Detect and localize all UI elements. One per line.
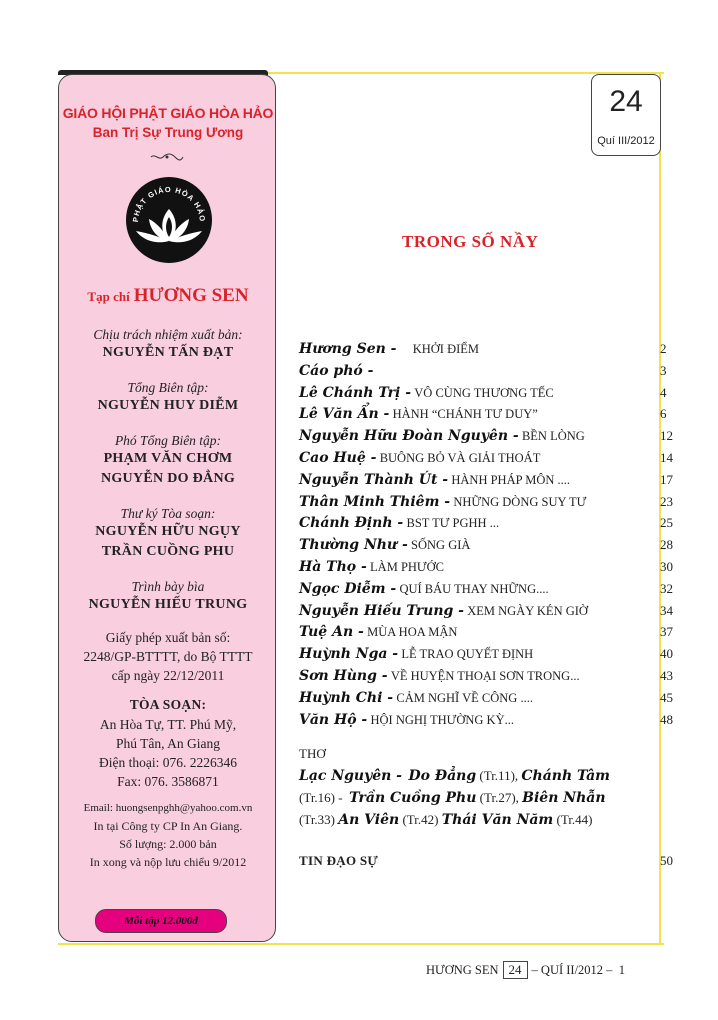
price-badge: Mỗi tập 12.000đ: [95, 909, 227, 933]
toc-article: LỄ TRAO QUYẾT ĐỊNH: [401, 647, 534, 662]
staff-name: PHẠM VĂN CHƠM: [103, 451, 233, 466]
toc-author: Thường Như -: [299, 537, 408, 554]
toc-author: Hà Thọ -: [299, 558, 367, 575]
toc-page: 43: [660, 667, 673, 683]
footer-issue: 24: [503, 961, 528, 979]
toc-row: [299, 646, 681, 668]
toc-row: [299, 363, 681, 385]
frame-bottom-line: [58, 943, 664, 945]
toc-article: BST TƯ PGHH ...: [406, 516, 500, 531]
toc-row: [299, 450, 681, 472]
toc-page: 40: [660, 646, 673, 662]
toc-row: [299, 341, 681, 363]
toc-article: CẢM NGHĨ VỀ CÔNG ....: [396, 690, 533, 705]
toc-author: Nguyễn Thành Út -: [299, 471, 449, 488]
toc-author: Chánh Định -: [299, 515, 404, 532]
toc-article: VỀ HUYỆN THOẠI SƠN TRONG...: [390, 668, 580, 683]
magazine-name: [59, 285, 277, 307]
footer-magazine: HƯƠNG SEN: [426, 963, 499, 977]
poems-section: [299, 743, 659, 831]
poem-page: (Tr.33): [299, 812, 336, 827]
email-line: Email: huongsenpghh@yahoo.com.vn: [83, 802, 253, 814]
toc-row: [299, 515, 681, 537]
poem-page: (Tr.27),: [479, 790, 519, 805]
poem-page: (Tr.16) -: [299, 790, 343, 805]
toc-author: Thân Minh Thiêm -: [299, 493, 451, 510]
page-footer: [426, 961, 625, 979]
toc-article: HÀNH “CHÁNH TƯ DUY”: [392, 407, 538, 422]
toc-row: [299, 559, 681, 581]
office-line: Điện thoại: 076. 2226346: [99, 755, 237, 770]
license-line: Giấy phép xuất bản số:: [105, 630, 231, 645]
staff-name: NGUYỄN HUY DIỄM: [97, 398, 239, 413]
toc-page: 2: [660, 341, 667, 356]
issue-quarter: Quí III/2012: [597, 135, 655, 147]
staff-role: Chịu trách nhiệm xuất bản:: [93, 327, 243, 342]
toc-page: 34: [660, 602, 673, 618]
toc-row: [299, 712, 681, 734]
poem-author: Trần Cuồng Phu: [349, 790, 477, 806]
toc-article: HÀNH PHÁP MÔN ....: [451, 472, 571, 487]
print-line: In tại Công ty CP In An Giang.: [93, 819, 243, 833]
toc-author: Sơn Hùng -: [299, 667, 388, 684]
ornament-icon: [149, 153, 185, 161]
toc-page: 37: [660, 624, 673, 640]
logo-text: PHẬT GIÁO HÒA HẢO: [130, 184, 208, 223]
issue-number: 24: [609, 85, 643, 118]
poem-page: (Tr.44): [556, 812, 593, 827]
staff-name: NGUYỄN HIẾU TRUNG: [88, 597, 248, 612]
toc-article: VÔ CÙNG THƯƠNG TẾC: [414, 385, 554, 400]
poem-author: Lạc Nguyên -: [299, 768, 402, 784]
magazine-title: HƯƠNG SEN: [133, 285, 249, 306]
toc-article: LÀM PHƯỚC: [370, 559, 444, 574]
footer-page-number: 1: [618, 963, 625, 977]
org-subname: Ban Trị Sự Trung Ương: [92, 125, 244, 140]
toc-article: HỘI NGHỊ THƯỜNG KỲ...: [370, 712, 514, 727]
org-name: GIÁO HỘI PHẬT GIÁO HÒA HẢO: [62, 105, 274, 121]
toc-article: BỀN LÒNG: [521, 429, 585, 444]
toc-author: Lê Văn Ẩn -: [299, 406, 390, 423]
toc-article: MÙA HOA MẬN: [367, 625, 458, 640]
poems-line: [299, 809, 659, 831]
toc-article: QUÍ BÁU THAY NHỮNG....: [399, 581, 549, 596]
license-line: cấp ngày 22/12/2011: [111, 668, 225, 683]
toc-author: Văn Hộ -: [299, 711, 368, 728]
poem-page: (Tr.42): [402, 812, 439, 827]
toc-page: 32: [660, 580, 673, 596]
poem-page: (Tr.11),: [479, 768, 519, 783]
print-line: In xong và nộp lưu chiểu 9/2012: [89, 855, 247, 869]
toc-author: Nguyễn Hiếu Trung -: [299, 602, 464, 619]
toc-title: TRONG SỐ NẦY: [402, 232, 539, 251]
masthead-sidebar: [58, 74, 276, 942]
toc-author: Tuệ An -: [299, 624, 364, 641]
staff-role: Trình bày bìa: [131, 579, 205, 594]
toc-row: [299, 624, 681, 646]
toc-author: Huỳnh Chi -: [299, 689, 394, 706]
toc-page: 12: [660, 428, 673, 444]
footer-quarter: – QUÍ II/2012 –: [531, 963, 613, 977]
toc-row: [299, 472, 681, 494]
toc-page: 25: [660, 515, 673, 531]
poem-author: Thái Văn Năm: [441, 812, 554, 828]
toc-page: 45: [660, 689, 673, 705]
toc-row: [299, 406, 681, 428]
poem-author: Do Đẳng: [408, 768, 477, 784]
staff-name: TRẦN CUỒNG PHU: [101, 544, 235, 559]
toc-page: 28: [660, 537, 673, 553]
toc-author: Cáo phó -: [299, 362, 374, 379]
credits-block: [59, 323, 277, 871]
staff-role: Phó Tổng Biên tập:: [114, 433, 222, 448]
toc-row: [299, 603, 681, 625]
office-line: Fax: 076. 3586871: [117, 774, 219, 789]
poem-author: An Viên: [338, 812, 400, 828]
toc-author: Cao Huệ -: [299, 449, 377, 466]
toc-author: Ngọc Diễm -: [299, 580, 397, 597]
toc-article: KHỞI ĐIỂM: [412, 342, 480, 356]
toc-author: Lê Chánh Trị -: [299, 384, 412, 401]
poems-line: [299, 787, 659, 809]
toc-row: [299, 690, 681, 712]
issue-badge: [591, 74, 661, 156]
toc-row: [299, 494, 681, 516]
toc-author: Huỳnh Nga -: [299, 646, 399, 663]
lotus-logo-icon: [124, 175, 214, 265]
license-line: 2248/GP-BTTTT, do Bộ TTTT: [83, 649, 253, 664]
toc-page: 4: [660, 384, 667, 400]
print-line: Số lượng: 2.000 bản: [119, 837, 217, 851]
toc-article: NHỮNG DÒNG SUY TƯ: [453, 494, 587, 509]
toc-author: Nguyễn Hữu Đoàn Nguyên -: [299, 428, 519, 445]
toc-page: 48: [660, 711, 673, 727]
news-label: TIN ĐẠO SỰ: [299, 853, 379, 868]
office-line: Phú Tân, An Giang: [116, 736, 220, 751]
staff-role: Thư ký Tòa soạn:: [120, 506, 216, 521]
staff-name: NGUYỄN TẤN ĐẠT: [102, 345, 234, 360]
toc-page: 23: [660, 493, 673, 509]
toc-page: 3: [660, 362, 667, 378]
office-line: An Hòa Tự, TT. Phú Mỹ,: [99, 717, 237, 732]
magazine-prefix: Tạp chí: [87, 289, 130, 304]
toc-row: [299, 581, 681, 603]
toc-article: BUÔNG BỎ VÀ GIẢI THOÁT: [379, 450, 541, 465]
staff-role: Tổng Biên tập:: [127, 380, 209, 395]
staff-name: NGUYỄN DO ĐẲNG: [100, 471, 236, 486]
staff-name: NGUYỄN HỮU NGỤY: [95, 524, 241, 539]
toc-row: [299, 668, 681, 690]
toc-article: XEM NGÀY KÉN GIỜ: [467, 603, 588, 618]
toc-article: SỐNG GIÀ: [411, 538, 471, 553]
toc-row: [299, 385, 681, 407]
poem-author: Biên Nhẫn: [522, 790, 606, 806]
poems-heading: THƠ: [299, 746, 326, 761]
toc-page: 17: [660, 471, 673, 487]
toc-page: 30: [660, 558, 673, 574]
toc-row: [299, 428, 681, 450]
toc-page: 6: [660, 406, 667, 422]
toc-author: Hương Sen -: [299, 341, 397, 357]
toc-page: 14: [660, 449, 673, 465]
toc-row: [299, 537, 681, 559]
table-of-contents: [299, 341, 681, 733]
news-page: 50: [660, 853, 673, 868]
office-title: TÒA SOẠN:: [129, 697, 207, 712]
poem-author: Chánh Tâm: [521, 768, 610, 784]
poems-line: [299, 765, 659, 787]
